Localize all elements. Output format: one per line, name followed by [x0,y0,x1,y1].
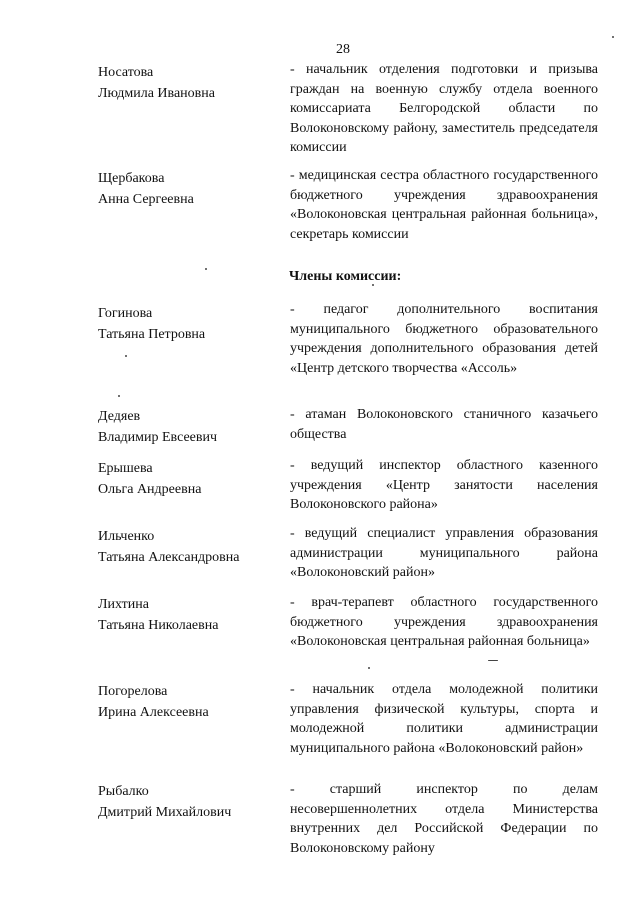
member-role: - начальник отдела молодежной политики управления физической культуры, спорта и молодежной политики администрации муниципального района «Волоконовский район» [290,682,598,756]
surname: Ерышева [98,461,153,476]
scan-speck [118,395,120,397]
scan-speck [125,355,127,357]
member-name [98,594,283,636]
member-name [98,303,283,345]
surname: Щербакова [98,171,165,186]
given-names: Татьяна Петровна [98,327,206,342]
scan-speck [612,36,614,38]
member-role: - ведущий специалист управления образования администрации муниципального района «Волоконовский район» [290,526,598,580]
member-name [98,406,283,448]
member-role: - старший инспектор по делам несовершеннолетних отдела Министерства внутренних дел Российской Федерации по Волоконовскому району [290,782,598,856]
surname: Погорелова [98,684,168,699]
surname: Рыбалко [98,784,149,799]
surname: Носатова [98,65,154,80]
scan-speck [488,660,498,661]
member-name [98,168,283,210]
page-number: 28 [336,42,350,57]
surname: Гогинова [98,306,153,321]
member-role: - атаман Волоконовского станичного казачьего общества [290,407,598,442]
given-names: Ольга Андреевна [98,482,202,497]
surname: Ильченко [98,529,155,544]
scan-speck [372,284,374,286]
member-name [98,62,283,104]
member-name [98,781,283,823]
given-names: Ирина Алексеевна [98,705,209,720]
member-name [98,458,283,500]
given-names: Людмила Ивановна [98,86,215,101]
given-names: Татьяна Александровна [98,550,240,565]
given-names: Анна Сергеевна [98,192,194,207]
member-role: - педагог дополнительного воспитания муниципального бюджетного образовательного учреждения дополнительного образования детей «Центр детского творчества «Ассоль» [290,302,598,376]
scan-speck [205,268,207,270]
surname: Дедяев [98,409,141,424]
given-names: Владимир Евсеевич [98,430,218,445]
surname: Лихтина [98,597,149,612]
member-name [98,681,283,723]
scan-speck [368,667,370,669]
given-names: Татьяна Николаевна [98,618,219,633]
member-role: - ведущий инспектор областного казенного учреждения «Центр занятости населения Волоконовского района» [290,458,598,512]
member-role: - начальник отделения подготовки и призыва граждан на военную службу отдела военного комиссариата Белгородской области по Волоконовскому району, заместитель председателя комиссии [290,62,598,155]
members-heading: Члены комиссии: [289,269,402,284]
member-role: - врач-терапевт областного государственного бюджетного учреждения здравоохранения «Волоконовская центральная районная больница» [290,595,598,649]
member-role: - медицинская сестра областного государственного бюджетного учреждения здравоохранения «Волоконовская центральная районная больница», секретарь комиссии [290,168,598,242]
member-name [98,526,283,568]
given-names: Дмитрий Михайлович [98,805,232,820]
